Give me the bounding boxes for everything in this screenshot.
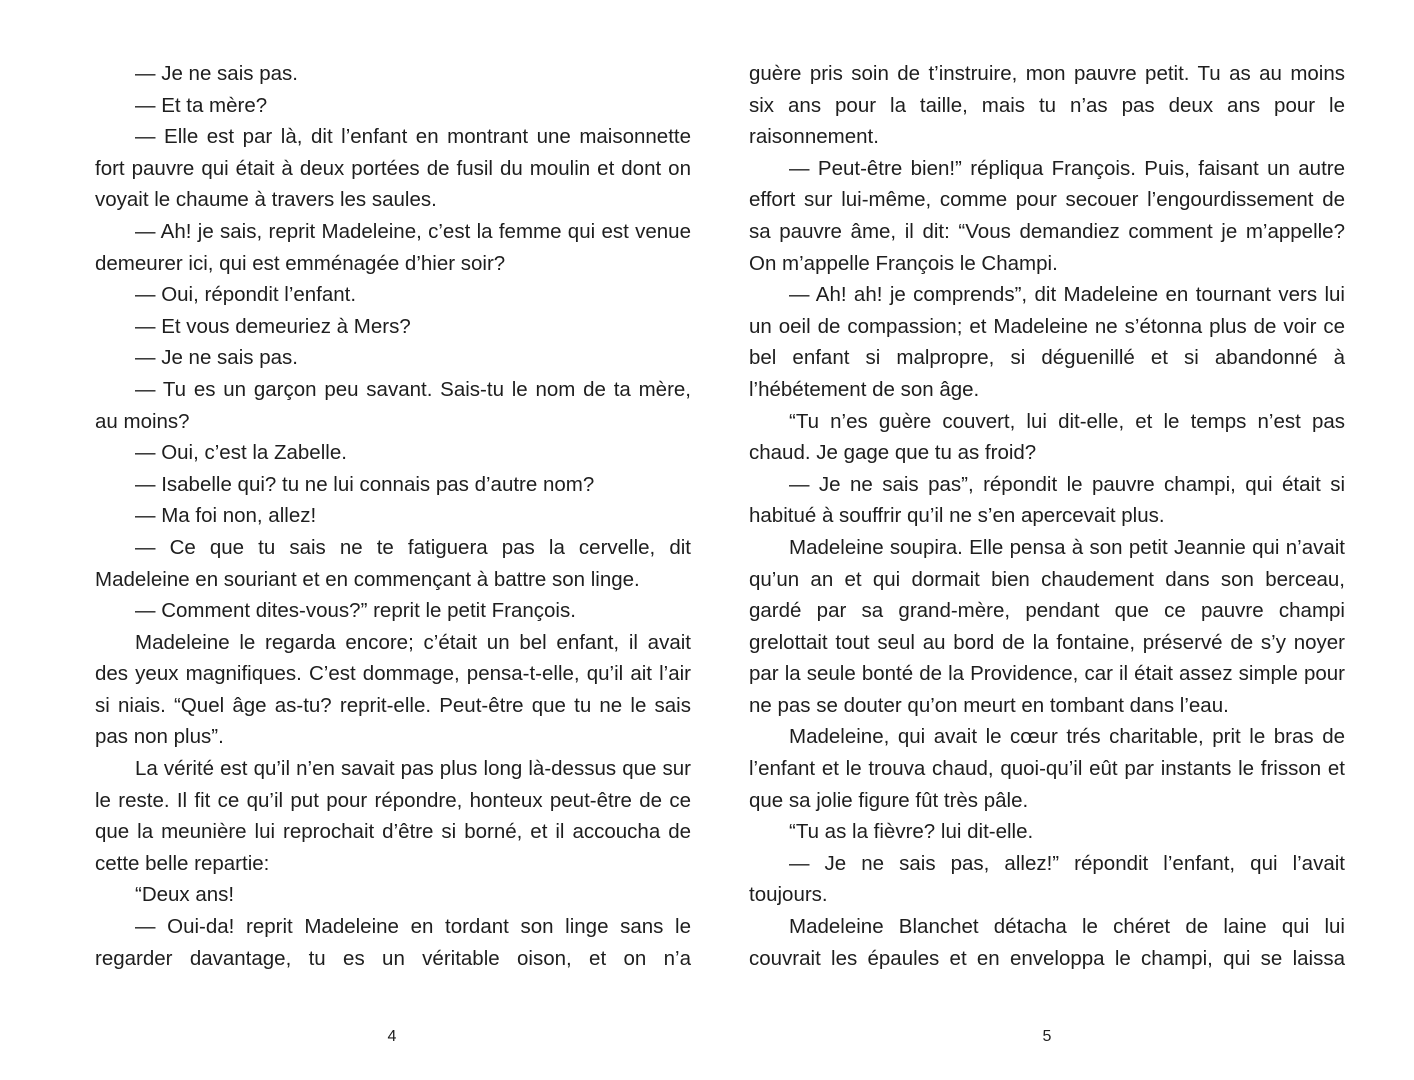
paragraph: Madeleine le regarda encore; c’était un bel enfant, il avait des yeux magnifiques. C’est dommage, pensa-t-elle, qu’il ait l’air si niais. “Quel âge as-tu? reprit-elle. Peut-être que tu ne le sais pas non plus”. (95, 630, 691, 749)
paragraph: — Je ne sais pas. (135, 62, 298, 85)
paragraph: — Peut-être bien!” répliqua François. Puis, faisant un autre effort sur lui-même, comme pour secouer l’engourdissement de sa pauvre âme, il dit: “Vous demandiez comment je m’appelle? On m’appelle François le Champi. (749, 156, 1345, 275)
right-page (749, 58, 1345, 974)
paragraph: — Ah! ah! je comprends”, dit Madeleine en tournant vers lui un oeil de compassion; et Madeleine ne s’étonna plus de voir ce bel enfant si malpropre, si déguenillé et si abandonné à l’hébétement de son âge. (749, 283, 1345, 401)
paragraph: — Comment dites-vous?” reprit le petit François. (135, 599, 576, 623)
paragraph: Madeleine soupira. Elle pensa à son petit Jeannie qui n’avait qu’un an et qui dormait bien chaudement dans son berceau, gardé par sa grand-mère, pendant que ce pauvre champi grelottait tout seul au bord de la fontaine, préservé de s’y noyer par la seule bonté de la Providence, car il était assez simple pour ne pas se douter qu’on meurt en tombant dans l’eau. (749, 535, 1345, 717)
paragraph: — Je ne sais pas”, répondit le pauvre champi, qui était si habitué à souffrir qu’il ne s’en apercevait plus. (749, 472, 1345, 528)
paragraph: — Isabelle qui? tu ne lui connais pas d’autre nom? (135, 472, 595, 496)
paragraph: La vérité est qu’il n’en savait pas plus long là-dessus que sur le reste. Il fit ce qu’il put pour répondre, honteux peut-être de ce que la meunière lui reprochait d’être si borné, et il accoucha de cette belle repartie: (95, 757, 691, 875)
paragraph: “Tu n’es guère couvert, lui dit-elle, et le temps n’est pas chaud. Je gage que tu as froid? (749, 409, 1345, 465)
paragraph: — Oui, répondit l’enfant. (135, 283, 357, 307)
paragraph: — Oui, c’est la Zabelle. (135, 441, 347, 465)
right-page-text (749, 58, 1345, 974)
paragraph: — Je ne sais pas. (135, 346, 298, 370)
paragraph: — Et vous demeuriez à Mers? (135, 314, 411, 338)
paragraph: — Oui-da! reprit Madeleine en tordant son linge sans le regarder davantage, tu es un véritable oison, et on n’a (95, 915, 691, 970)
page-number-right: 5 (1042, 1028, 1052, 1045)
paragraph: — Tu es un garçon peu savant. Sais-tu le nom de ta mère, au moins? (95, 377, 691, 433)
paragraph: guère pris soin de t’instruire, mon pauvre petit. Tu as au moins six ans pour la taille, mais tu n’as pas deux ans pour le raisonnement. (749, 62, 1345, 149)
paragraph: Madeleine Blanchet détacha le chéret de laine qui lui couvrait les épaules et en enveloppa le champi, qui se laissa (749, 915, 1345, 970)
paragraph: Madeleine, qui avait le cœur trés charitable, prit le bras de l’enfant et le trouva chaud, quoi-qu’il eût par instants le frisson et que sa jolie figure fût très pâle. (749, 725, 1345, 812)
paragraph: “Tu as la fièvre? lui dit-elle. (789, 820, 1034, 844)
paragraph: — Elle est par là, dit l’enfant en montrant une maisonnette fort pauvre qui était à deux portées de fusil du moulin et dont on voyait le chaume à travers les saules. (95, 125, 691, 212)
paragraph: “Deux ans! (135, 883, 235, 907)
left-page-text (95, 58, 691, 974)
paragraph: — Ma foi non, allez! (135, 504, 317, 528)
left-page (95, 58, 691, 974)
paragraph: — Ce que tu sais ne te fatiguera pas la cervelle, dit Madeleine en souriant et en commençant à battre son linge. (95, 535, 691, 591)
page-number-left: 4 (387, 1028, 397, 1045)
paragraph: — Et ta mère? (135, 93, 268, 117)
paragraph: — Ah! je sais, reprit Madeleine, c’est la femme qui est venue demeurer ici, qui est emménagée d’hier soir? (95, 219, 691, 275)
paragraph: — Je ne sais pas, allez!” répondit l’enfant, qui l’avait toujours. (749, 851, 1345, 907)
